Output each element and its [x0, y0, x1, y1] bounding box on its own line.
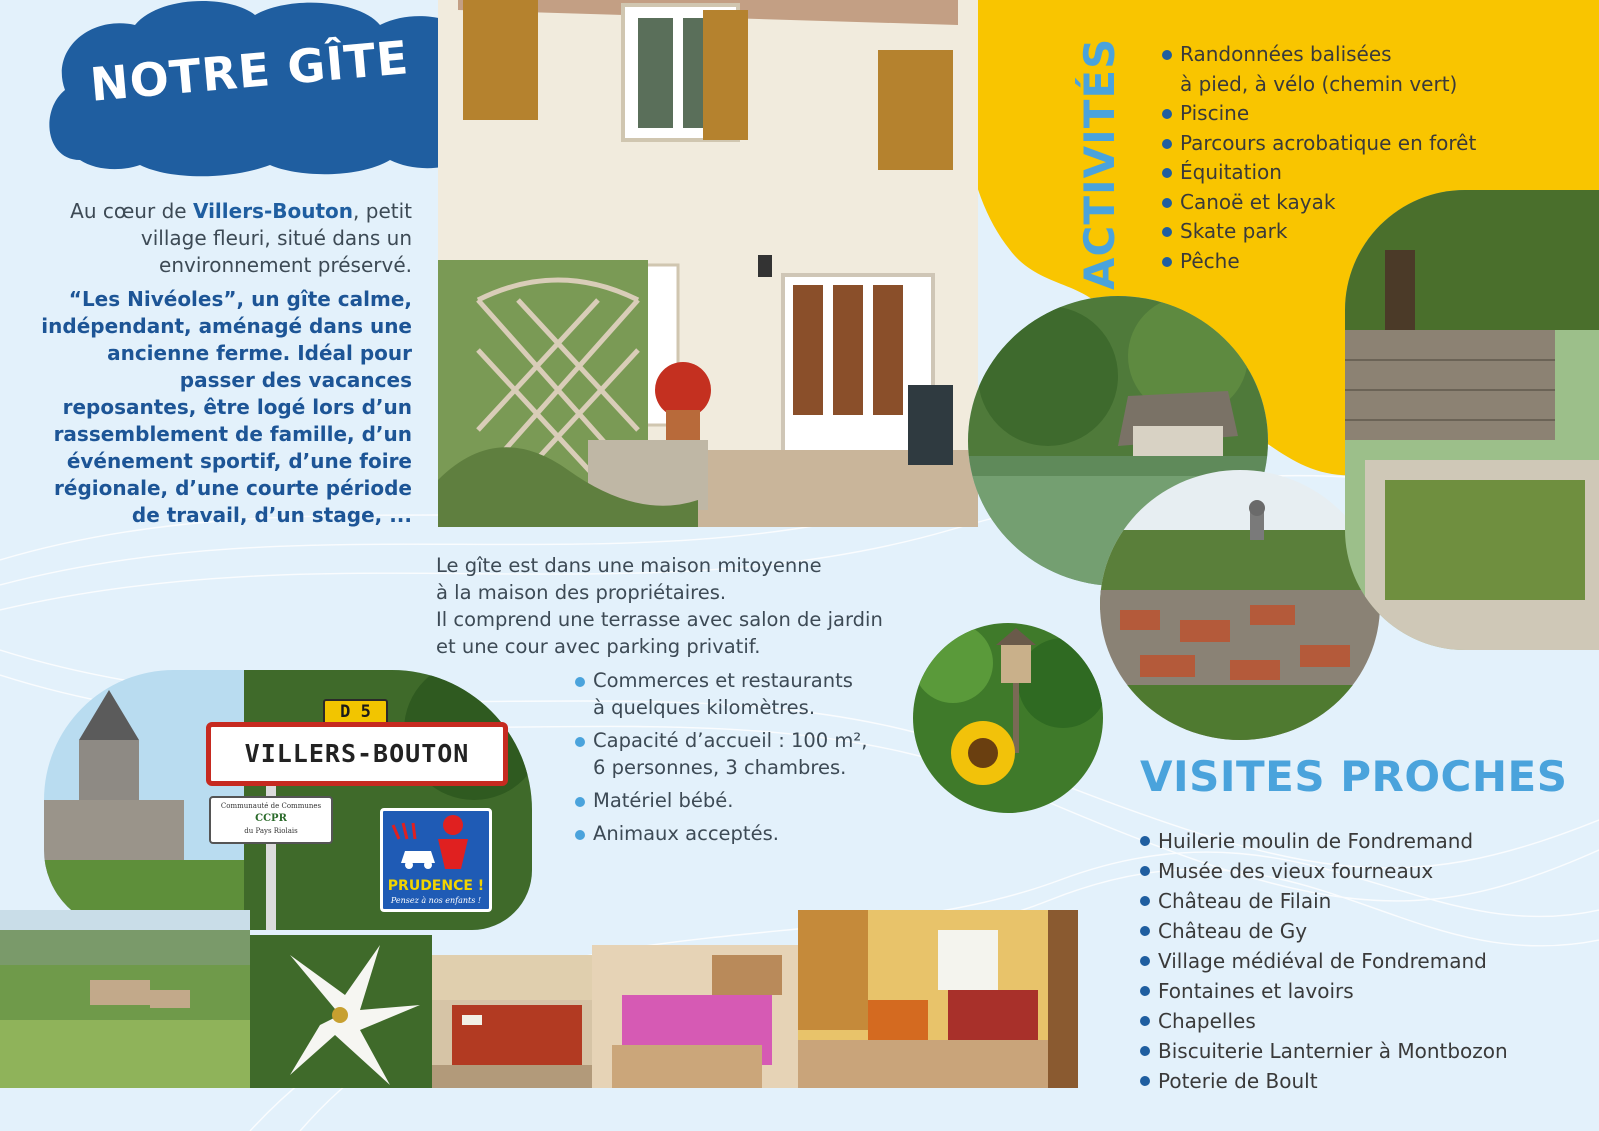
house-description: [436, 552, 976, 660]
list-item: Château de Gy: [1140, 916, 1580, 946]
children-crossing-icon: [383, 811, 489, 873]
features-list: [575, 667, 935, 853]
bedroom-photo-1: [432, 955, 592, 1088]
page-title: NOTRE GÎTE: [88, 30, 412, 112]
gite-highlight-text: “Les Nivéoles”, un gîte calme, indépendant, aménagé dans une ancienne ferme. Idéal pour passer des vacances reposantes, être logé lors d’un rassemblement de famille, d’un événement sportif, d’une foire régionale, d’une courte période de travail, d’un stage, ...: [41, 287, 412, 527]
community-sign-line1: Communauté de Communes: [220, 802, 322, 810]
intro-prefix: Au cœur de: [70, 199, 193, 223]
house-desc-line2: à la maison des propriétaires.: [436, 581, 727, 604]
prudence-sublabel: Pensez à nos enfants !: [390, 896, 482, 905]
list-item: Parcours acrobatique en forêt: [1162, 129, 1582, 159]
list-item: Skate park: [1162, 217, 1582, 247]
list-item: Village médiéval de Fondremand: [1140, 946, 1580, 976]
list-item: Poterie de Boult: [1140, 1066, 1580, 1096]
list-item: Canoë et kayak: [1162, 188, 1582, 218]
list-item: Pêche: [1162, 247, 1582, 277]
list-item: Fontaines et lavoirs: [1140, 976, 1580, 1006]
list-item: Musée des vieux fourneaux: [1140, 856, 1580, 886]
intro-text: [40, 198, 412, 279]
list-item: Huilerie moulin de Fondremand: [1140, 826, 1580, 856]
list-item: Capacité d’accueil : 100 m², 6 personnes, 3 chambres.: [575, 727, 935, 781]
list-item: Randonnées balisées à pied, à vélo (chemin vert): [1162, 40, 1582, 99]
house-desc-line1: Le gîte est dans une maison mitoyenne: [436, 554, 822, 577]
visits-title: VISITES PROCHES: [1140, 752, 1568, 801]
list-item: Piscine: [1162, 99, 1582, 129]
village-name: Villers-Bouton: [192, 199, 354, 223]
village-entry-sign: [206, 722, 508, 786]
community-sign-line2: CCPR: [255, 813, 287, 824]
prudence-label: PRUDENCE !: [387, 878, 485, 894]
house-desc-line3: Il comprend une terrasse avec salon de jardin: [436, 608, 883, 631]
activities-title: ACTIVITÉS: [1075, 37, 1124, 290]
house-photo: [438, 0, 978, 527]
list-item: Château de Filain: [1140, 886, 1580, 916]
list-item: Biscuiterie Lanternier à Montbozon: [1140, 1036, 1580, 1066]
living-room-photo: [798, 910, 1078, 1088]
list-item: Chapelles: [1140, 1006, 1580, 1036]
bedroom-photo-2: [592, 945, 798, 1088]
road-sign-label: D 5: [340, 702, 371, 722]
lily-photo: [250, 935, 432, 1088]
activities-list: [1162, 40, 1582, 276]
house-desc-line4: et une cour avec parking privatif.: [436, 635, 761, 658]
list-item: Équitation: [1162, 158, 1582, 188]
community-sign: [209, 796, 333, 844]
list-item: Commerces et restaurants à quelques kilomètres.: [575, 667, 935, 721]
village-sign-label: VILLERS-BOUTON: [244, 739, 470, 768]
community-sign-line3: du Pays Riolais: [244, 827, 298, 835]
village-view-photo: [1100, 470, 1380, 740]
list-item: Matériel bébé.: [575, 787, 935, 814]
list-item: Animaux acceptés.: [575, 820, 935, 847]
prudence-sign: [380, 808, 492, 912]
visits-list: [1140, 826, 1580, 1096]
landscape-photo: [0, 910, 250, 1088]
intro-suffix: , petit village fleuri, situé dans un environnement préservé.: [140, 199, 412, 277]
